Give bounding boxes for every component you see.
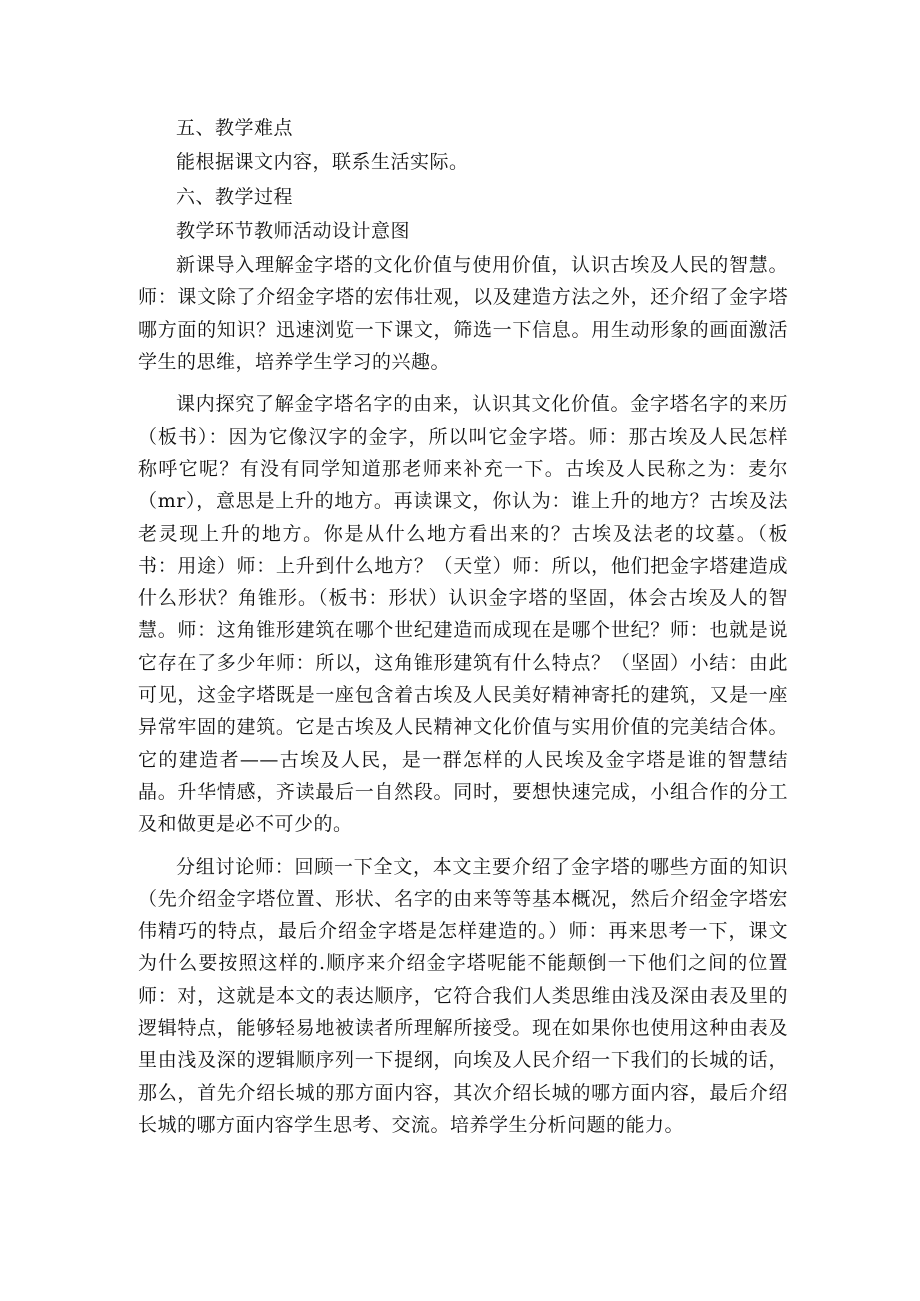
paragraph-group-discussion: 分组讨论师：回顾一下全文，本文主要介绍了金字塔的哪些方面的知识（先介绍金字塔位置、形状、名字的由来等等基本概况，然后介绍金字塔宏伟精巧的特点，最后介绍金字塔是怎样建造的。）师：再来思考一下，课文为什么要按照这样的.顺序来介绍金字塔呢能不能颠倒一下他们之间的位置师：对，这就是本文的表达顺序，它符合我们人类思维由浅及深由表及里的逻辑特点，能够轻易地被读者所理解所接受。现在如果你也使用这种由表及里由浅及深的逻辑顺序列一下提纲，向埃及人民介绍一下我们的长城的话，那么，首先介绍长城的那方面内容，其次介绍长城的哪方面内容，最后介绍长城的哪方面内容学生思考、交流。培养学生分析问题的能力。 xyxy=(138,855,788,1136)
document-body xyxy=(138,112,788,1141)
paragraph-process-columns: 教学环节教师活动设计意图 xyxy=(176,219,411,242)
section-heading-teaching-process: 六、教学过程 xyxy=(176,185,294,208)
paragraph-in-class-exploration: 课内探究了解金字塔名字的由来，认识其文化价值。金字塔名字的来历（板书）：因为它像汉字的金字，所以叫它金字塔。师：那古埃及人民怎样称呼它呢？有没有同学知道那老师来补充一下。古埃及人民称之为：麦尔（mr），意思是上升的地方。再读课文，你认为：谁上升的地方？古埃及法老灵现上升的地方。你是从什么地方看出来的？古埃及法老的坟墓。（板书：用途）师：上升到什么地方？（天堂）师：所以，他们把金字塔建造成什么形状？角锥形。（板书：形状）认识金字塔的坚固，体会古埃及人的智慧。师：这角锥形建筑在哪个世纪建造而成现在是哪个世纪？师：也就是说它存在了多少年师：所以，这角锥形建筑有什么特点？（坚固）小结：由此可见，这金字塔既是一座包含着古埃及人民美好精神寄托的建筑，又是一座异常牢固的建筑。它是古埃及人民精神文化价值与实用价值的完美结合体。它的建造者——古埃及人民，是一群怎样的人民埃及金字塔是谁的智慧结晶。升华情感，齐读最后一自然段。同时，要想快速完成，小组合作的分工及和做更是必不可少的。 xyxy=(138,393,788,836)
section-heading-teaching-difficulty: 五、教学难点 xyxy=(176,117,294,139)
paragraph-difficulty-content: 能根据课文内容，联系生活实际。 xyxy=(176,151,469,174)
paragraph-lesson-introduction: 新课导入理解金字塔的文化价值与使用价值，认识古埃及人民的智慧。师：课文除了介绍金字塔的宏伟壮观，以及建造方法之外，还介绍了金字塔哪方面的知识？迅速浏览一下课文，筛选一下信息。用生动形象的画面激活学生的思维，培养学生学习的兴趣。 xyxy=(138,254,788,374)
